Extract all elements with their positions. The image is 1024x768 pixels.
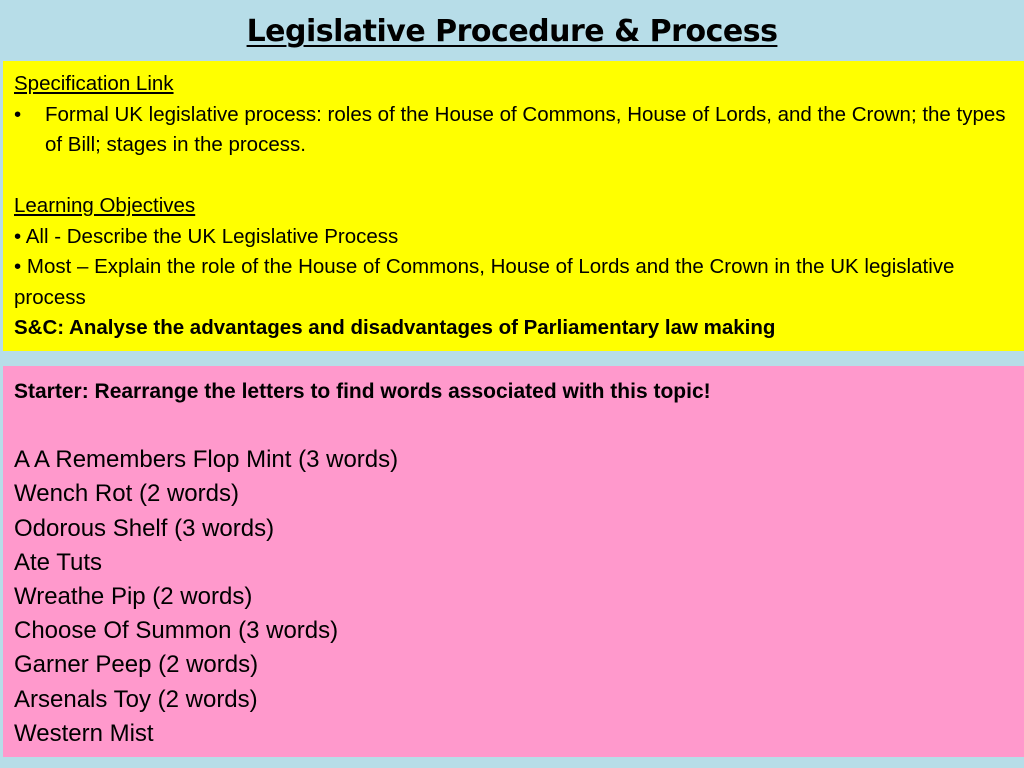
starter-panel: [3, 366, 1024, 757]
anagram-item: Choose Of Summon (3 words): [14, 617, 339, 645]
anagram-item: Ate Tuts: [14, 548, 103, 576]
anagram-item: A A Remembers Flop Mint (3 words): [14, 446, 399, 474]
bullet-icon: •: [14, 102, 22, 126]
objectives-heading: Learning Objectives: [14, 194, 196, 217]
spacer: [14, 161, 1014, 192]
specification-item: [14, 100, 1014, 161]
objective-challenge: S&C: Analyse the advantages and disadvantages of Parliamentary law making: [14, 316, 776, 339]
anagram-item: Arsenals Toy (2 words): [14, 685, 258, 713]
objectives-panel: [3, 61, 1024, 351]
specification-text: Formal UK legislative process: roles of the House of Commons, House of Lords, and the Crown; the types of Bill; stages in the process.: [45, 102, 1006, 156]
anagram-item: Wreathe Pip (2 words): [14, 583, 253, 610]
starter-instruction: Starter: Rearrange the letters to find words associated with this topic!: [14, 380, 711, 403]
slide-title: Legislative Procedure & Process: [246, 14, 778, 49]
spacer: [14, 409, 1014, 443]
anagram-item: Western Mist: [14, 719, 154, 747]
specification-heading: Specification Link: [14, 72, 174, 95]
objective-most: • Most – Explain the role of the House of Commons, House of Lords and the Crown in the UK legislative process: [14, 255, 955, 309]
anagram-item: Odorous Shelf (3 words): [14, 514, 275, 542]
anagram-item: Garner Peep (2 words): [14, 651, 259, 679]
objective-all: • All - Describe the UK Legislative Process: [14, 224, 399, 248]
anagram-item: Wench Rot (2 words): [14, 480, 239, 508]
